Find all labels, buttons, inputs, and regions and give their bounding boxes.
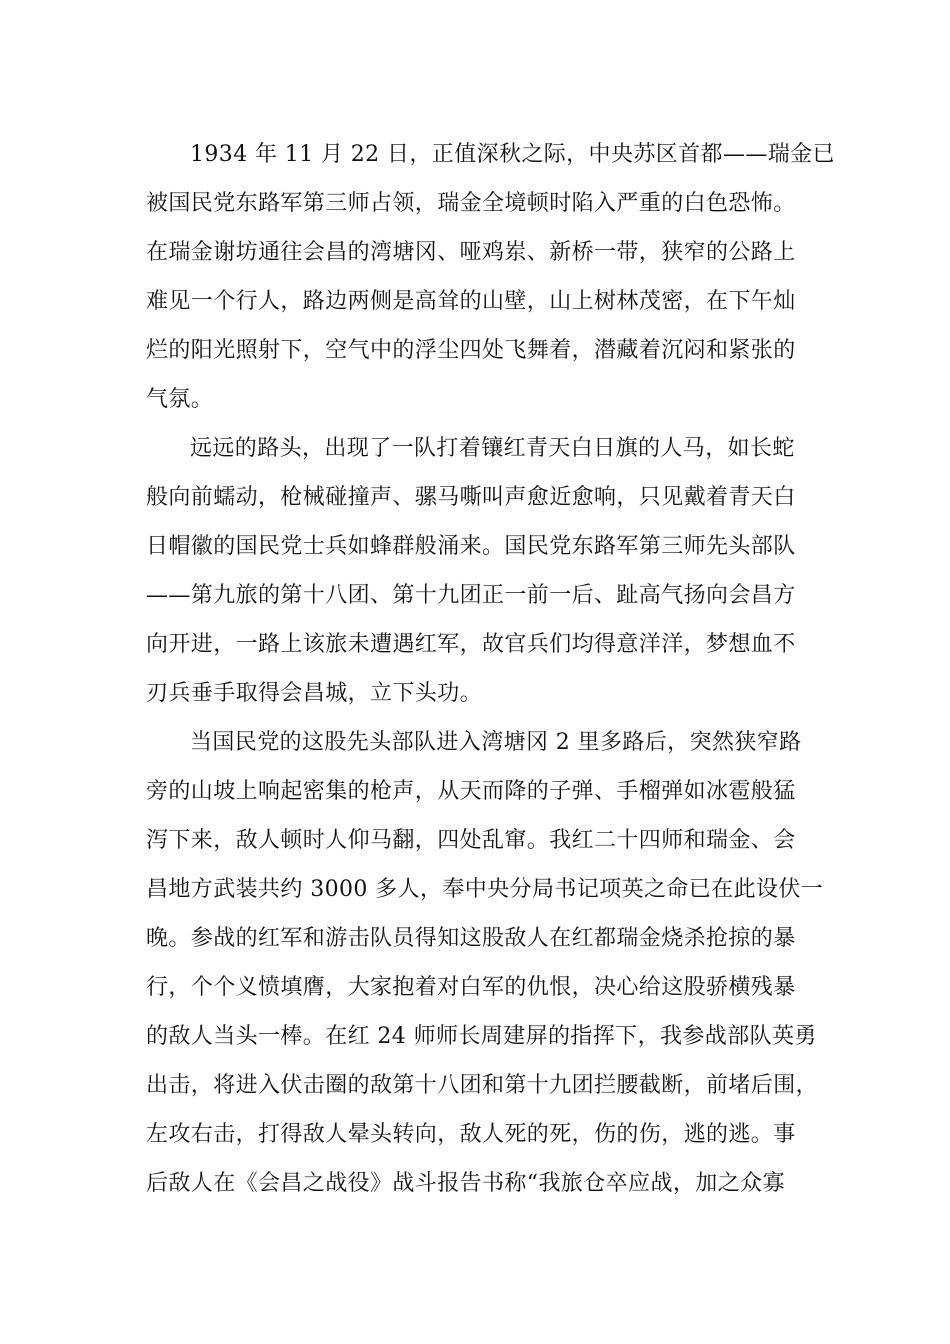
- text-line: 刃兵垂手取得会昌城，立下头功。: [146, 681, 483, 706]
- document-body: [146, 130, 835, 1208]
- text-line: 般向前蠕动，枪械碰撞声、骡马嘶叫声愈近愈响，只见戴着青天白: [146, 485, 796, 510]
- text-line: 难见一个行人，路边两侧是高耸的山壁，山上树林茂密，在下午灿: [146, 289, 796, 314]
- text-line: 后敌人在《会昌之战役》战斗报告书称“我旅仓卒应战，加之众寡: [146, 1171, 785, 1196]
- text-line: 在瑞金谢坊通往会昌的湾塘冈、哑鸡岽、新桥一带，狭窄的公路上: [146, 240, 796, 265]
- text-line: 日帽徽的国民党士兵如蜂群般涌来。国民党东路军第三师先头部队: [146, 534, 796, 559]
- paragraph-3: [146, 718, 824, 1208]
- text-line: 晚。参战的红军和游击队员得知这股敌人在红都瑞金烧杀抢掠的暴: [146, 926, 796, 951]
- paragraph-1: [146, 130, 835, 424]
- text-line: ——第九旅的第十八团、第十九团正一前一后、趾高气扬向会昌方: [146, 583, 796, 608]
- text-line: 当国民党的这股先头部队进入湾塘冈 2 里多路后，突然狭窄路: [190, 730, 802, 755]
- text-line: 泻下来，敌人顿时人仰马翻，四处乱窜。我红二十四师和瑞金、会: [146, 828, 796, 853]
- text-line: 出击，将进入伏击圈的敌第十八团和第十九团拦腰截断，前堵后围，: [146, 1073, 819, 1098]
- text-line: 被国民党东路军第三师占领，瑞金全境顿时陷入严重的白色恐怖。: [146, 191, 796, 216]
- text-line: 1934 年 11 月 22 日，正值深秋之际，中央苏区首都——瑞金已: [190, 142, 835, 167]
- paragraph-2: [146, 424, 806, 718]
- text-line: 左攻右击，打得敌人晕头转向，敌人死的死，伤的伤，逃的逃。事: [146, 1122, 796, 1147]
- text-line: 远远的路头，出现了一队打着镶红青天白日旗的人马，如长蛇: [190, 436, 795, 461]
- text-line: 昌地方武装共约 3000 多人，奉中央分局书记项英之命已在此设伏一: [146, 877, 824, 902]
- text-line: 行，个个义愤填膺，大家抱着对白军的仇恨，决心给这股骄横残暴: [146, 975, 796, 1000]
- text-line: 烂的阳光照射下，空气中的浮尘四处飞舞着，潜藏着沉闷和紧张的: [146, 338, 796, 363]
- text-line: 旁的山坡上响起密集的枪声，从天而降的子弹、手榴弹如冰雹般猛: [146, 779, 796, 804]
- text-line: 气氛。: [146, 387, 214, 412]
- text-line: 向开进，一路上该旅未遭遇红军，故官兵们均得意洋洋，梦想血不: [146, 632, 796, 657]
- text-line: 的敌人当头一棒。在红 24 师师长周建屏的指挥下，我参战部队英勇: [146, 1024, 817, 1049]
